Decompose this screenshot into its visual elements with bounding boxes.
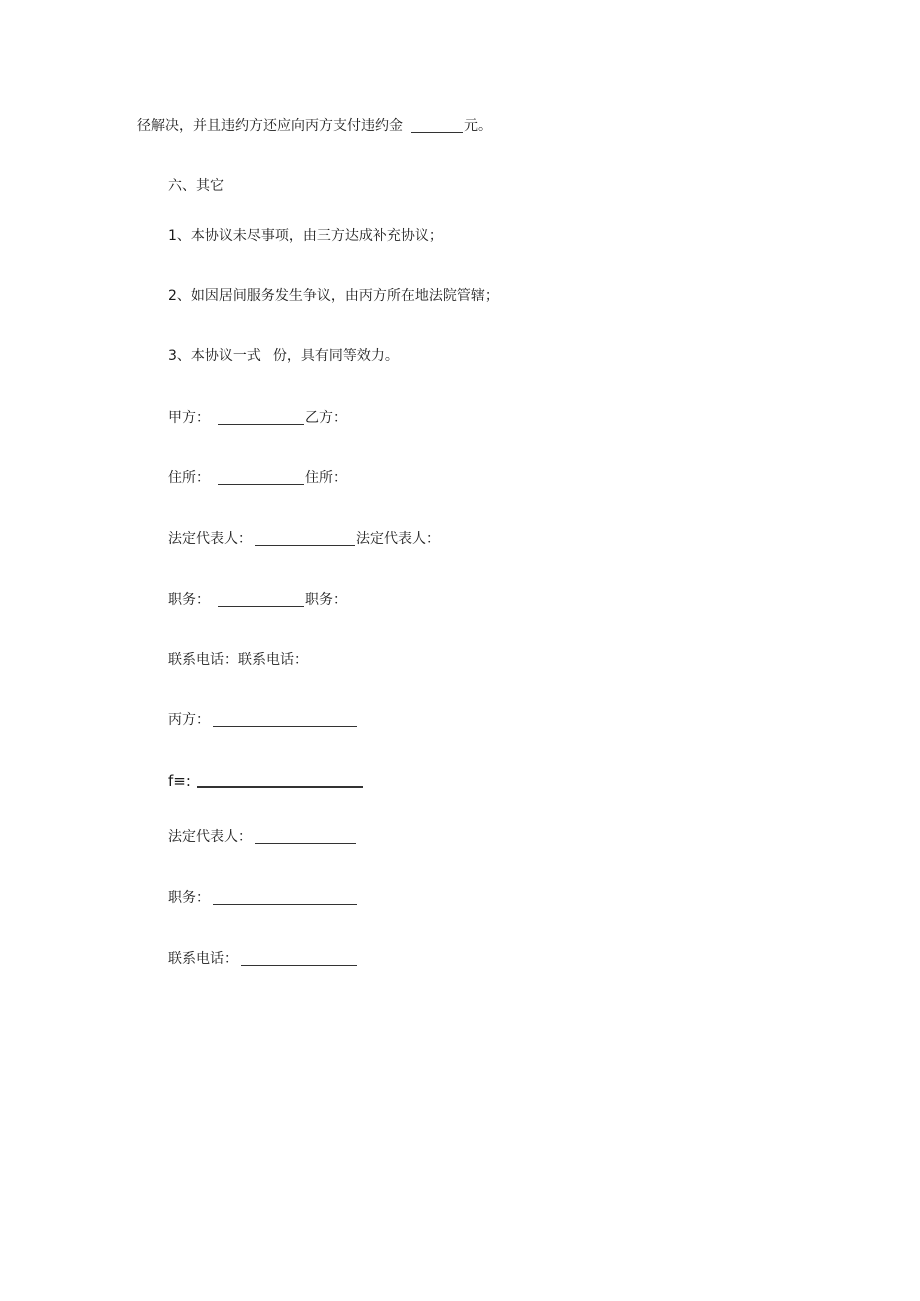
- clause-2-text: 2、如因居间服务发生争议，由丙方所在地法院管辖；: [168, 288, 499, 304]
- clause-1: [168, 226, 443, 246]
- title-row: [168, 590, 347, 610]
- title-a-label: 职务：: [168, 592, 210, 608]
- intro-text: 径解决，并且违约方还应向丙方支付违约金: [137, 118, 403, 134]
- clause-3-text-after: 份，具有同等效力。: [272, 348, 399, 364]
- party-c-legal-rep-label: 法定代表人：: [168, 829, 252, 845]
- phone-row: [168, 650, 308, 670]
- phone-b-label: 联系电话：: [238, 652, 308, 668]
- phone-a-label: 联系电话：: [168, 652, 238, 668]
- party-c-blank[interactable]: [213, 712, 357, 727]
- legal-rep-a-label: 法定代表人：: [168, 531, 252, 547]
- section-heading: [168, 176, 224, 196]
- party-c-title-label: 职务：: [168, 890, 210, 906]
- party-b-label: 乙方：: [305, 410, 347, 426]
- clause-2: [168, 286, 499, 306]
- garbled-label: f≡:: [168, 772, 191, 790]
- clause-1-text: 1、本协议未尽事项，由三方达成补充协议；: [168, 228, 443, 244]
- intro-line: [137, 116, 492, 136]
- party-a-blank[interactable]: [218, 410, 304, 425]
- clause-3-text-before: 3、本协议一式: [168, 348, 261, 364]
- section-heading-text: 六、其它: [168, 178, 224, 194]
- party-c-phone-label: 联系电话：: [168, 951, 238, 967]
- party-c-phone-row: [168, 949, 358, 969]
- intro-unit: 元。: [464, 118, 492, 134]
- party-c-row: [168, 710, 358, 730]
- legal-rep-row: [168, 529, 440, 549]
- title-a-blank[interactable]: [218, 592, 304, 607]
- garbled-blank[interactable]: [197, 772, 363, 788]
- address-b-label: 住所：: [305, 470, 347, 486]
- party-c-label: 丙方：: [168, 712, 210, 728]
- party-c-legal-rep-row: [168, 827, 357, 847]
- penalty-amount-blank[interactable]: [411, 118, 463, 133]
- party-c-phone-blank[interactable]: [241, 951, 357, 966]
- party-c-legal-rep-blank[interactable]: [255, 829, 356, 844]
- party-a-b-row: [168, 408, 347, 428]
- address-a-label: 住所：: [168, 470, 210, 486]
- legal-rep-a-blank[interactable]: [255, 531, 355, 546]
- garbled-row: [168, 771, 364, 791]
- address-row: [168, 468, 347, 488]
- title-b-label: 职务：: [305, 592, 347, 608]
- party-a-label: 甲方：: [168, 410, 210, 426]
- clause-3: [168, 346, 399, 366]
- party-c-title-blank[interactable]: [213, 890, 357, 905]
- legal-rep-b-label: 法定代表人：: [356, 531, 440, 547]
- party-c-title-row: [168, 888, 358, 908]
- address-a-blank[interactable]: [218, 470, 304, 485]
